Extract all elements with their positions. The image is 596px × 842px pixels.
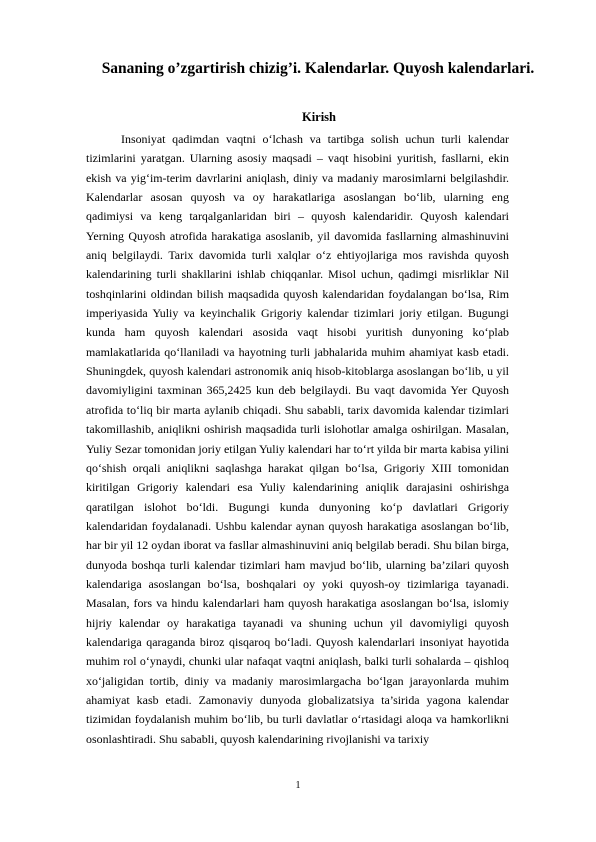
body-paragraph: Insoniyat qadimdan vaqtni o‘lchash va tartibga solish uchun turli kalendar tizimlarini yaratgan. Ularning asosiy maqsadi – vaqt hisobini yuritish, fasllarni, ekin ekish va yig‘im-terim davrlarini aniqlash, diniy va madaniy marosimlarni belgilashdir. Kalendarlar asosan quyosh va oy harakatlariga asoslangan bo‘lib, ularning eng qadimiysi va keng tarqalganlaridan biri – quyosh kalendaridir. Quyosh kalendari Yerning Quyosh atrofida harakatiga asoslanib, yil davomida fasllarning almashinuvini aniq belgilaydi. Tarix davomida turli xalqlar o‘z ehtiyojlariga mos ravishda quyosh kalendarining turli shakllarini ishlab chiqqanlar. Misol uchun, qadimgi misrliklar Nil toshqinlarini oldindan bilish maqsadida quyosh kalendaridan foydalangan bo‘lsa, Rim imperiyasida Yuliy va keyinchalik Grigoriy kalendar tizimlari joriy etilgan. Bugungi kunda ham quyosh kalendari asosida vaqt hisobi yuritish dunyoning ko‘plab mamlakatlarida qo‘llaniladi va hayotning turli jabhalarida muhim ahamiyat kasb etadi. Shuningdek, quyosh kalendari astronomik aniq hisob-kitoblarga asoslangan bo‘lib, u yil davomiyligini taxminan 365,2425 kun deb belgilaydi. Bu vaqt davomida Yer Quyosh atrofida to‘liq bir marta aylanib chiqadi. Shu sababli, tarix davomida kalendar tizimlari takomillashib, aniqlikni oshirish maqsadida turli islohotlar amalga oshirilgan. Masalan, Yuliy Sezar tomonidan joriy etilgan Yuliy kalendari har to‘rt yilda bir marta kabisa yilini qo‘shish orqali aniqlikni saqlashga harakat qilgan bo‘lsa, Grigoriy XIII tomonidan kiritilgan Grigoriy kalendari esa Yuliy kalendarining aniqlik darajasini oshirishga qaratilgan islohot bo‘ldi. Bugungi kunda dunyoning ko‘p davlatlari Grigoriy kalendaridan foydalanadi. Ushbu kalendar aynan quyosh harakatiga asoslangan bo‘lib, har bir yil 12 oydan iborat va fasllar almashinuvini aniq belgilab beradi. Shu bilan birga, dunyoda boshqa turli kalendar tizimlari ham mavjud bo‘lib, ularning ba’zilari quyosh kalendariga asoslangan bo‘lsa, boshqalari oy yoki quyosh-oy tizimlariga tayanadi. Masalan, fors va hindu kalendarlari ham quyosh harakatiga asoslangan bo‘lsa, islomiy hijriy kalendar oy harakatiga tayanadi va shuning uchun yil davomiyligi quyosh kalendariga qaraganda biroz qisqaroq bo‘ladi. Quyosh kalendarlari insoniyat hayotida muhim rol o‘ynaydi, chunki ular nafaqat vaqtni aniqlash, balki turli sohalarda – qishloq xo‘jaligidan tortib, diniy va madaniy marosimlargacha bo‘lgan jarayonlarda muhim ahamiyat kasb etadi. Zamonaviy dunyoda globalizatsiya ta’sirida yagona kalendar tizimidan foydalanish muhim bo‘lib, bu turli davlatlar o‘rtasidagi aloqa va hamkorlikni osonlashtiradi. Shu sababli, quyosh kalendarining rivojlanishi va tarixiy	[86, 132, 509, 746]
document-title: Sananing o’zgartirish chizig’i. Kalendarlar. Quyosh kalendarlari.	[101, 60, 535, 77]
page-number: 1	[295, 780, 301, 791]
section-heading: Kirish	[301, 110, 337, 124]
